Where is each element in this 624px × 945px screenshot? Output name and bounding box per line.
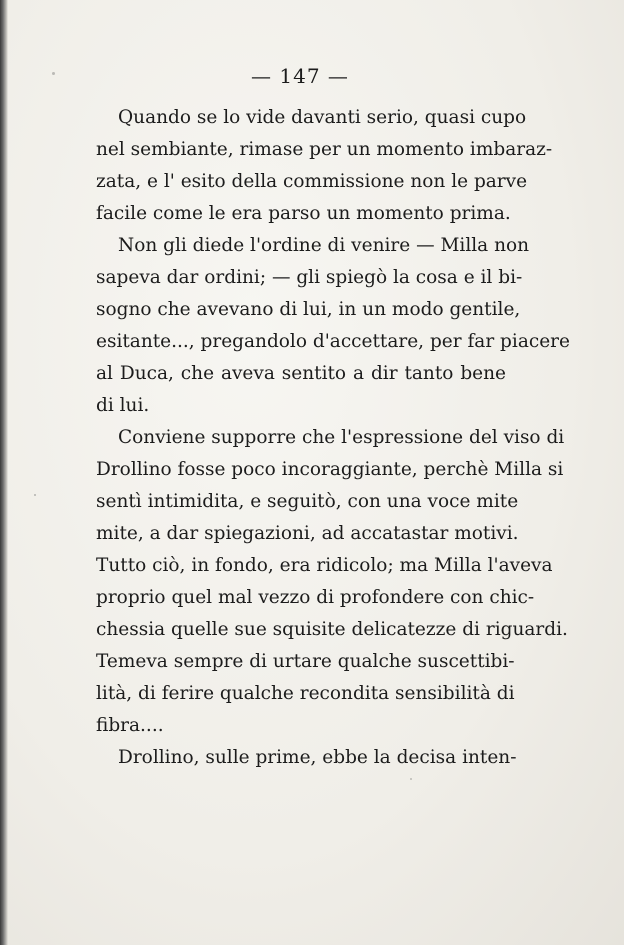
text-line: di lui. xyxy=(96,395,150,416)
text-line: al Duca, che aveva sentito a dir tanto bene xyxy=(96,363,506,384)
paper-speck xyxy=(52,72,55,75)
body-text xyxy=(96,102,570,774)
text-line: zata, e l' esito della commissione non le parve xyxy=(96,171,528,192)
text-line: fibra.... xyxy=(96,715,164,736)
text-line: nel sembiante, rimase per un momento imbaraz- xyxy=(96,139,553,160)
text-line: esitante..., pregandolo d'accettare, per far piacere xyxy=(96,331,570,352)
text-line: Tutto ciò, in fondo, era ridicolo; ma Milla l'aveva xyxy=(96,555,553,576)
text-line: Conviene supporre che l'espressione del viso di xyxy=(118,427,565,448)
text-line: sogno che avevano di lui, in un modo gentile, xyxy=(96,299,521,320)
text-line: Quando se lo vide davanti serio, quasi cupo xyxy=(118,107,527,128)
paper-speck xyxy=(410,778,412,780)
text-line: lità, di ferire qualche recondita sensibilità di xyxy=(96,683,515,704)
paper-speck xyxy=(34,494,36,496)
paper-speck xyxy=(468,248,470,250)
page-binding-edge xyxy=(0,0,8,945)
page-number: — 147 — xyxy=(251,64,349,88)
text-line: Non gli diede l'ordine di venire — Milla non xyxy=(118,235,530,256)
text-line: Temeva sempre di urtare qualche suscettibi- xyxy=(96,651,515,672)
text-line: proprio quel mal vezzo di profondere con chic- xyxy=(96,587,535,608)
text-line: sapeva dar ordini; — gli spiegò la cosa e il bi- xyxy=(96,267,523,288)
text-line: chessia quelle sue squisite delicatezze di riguardi. xyxy=(96,619,568,640)
text-line: facile come le era parso un momento prima. xyxy=(96,203,511,224)
text-line: mite, a dar spiegazioni, ad accatastar motivi. xyxy=(96,523,519,544)
text-line: Drollino fosse poco incoraggiante, perchè Milla si xyxy=(96,459,564,480)
text-line: sentì intimidita, e seguitò, con una voce mite xyxy=(96,491,519,512)
text-line: Drollino, sulle prime, ebbe la decisa inten- xyxy=(118,747,517,768)
